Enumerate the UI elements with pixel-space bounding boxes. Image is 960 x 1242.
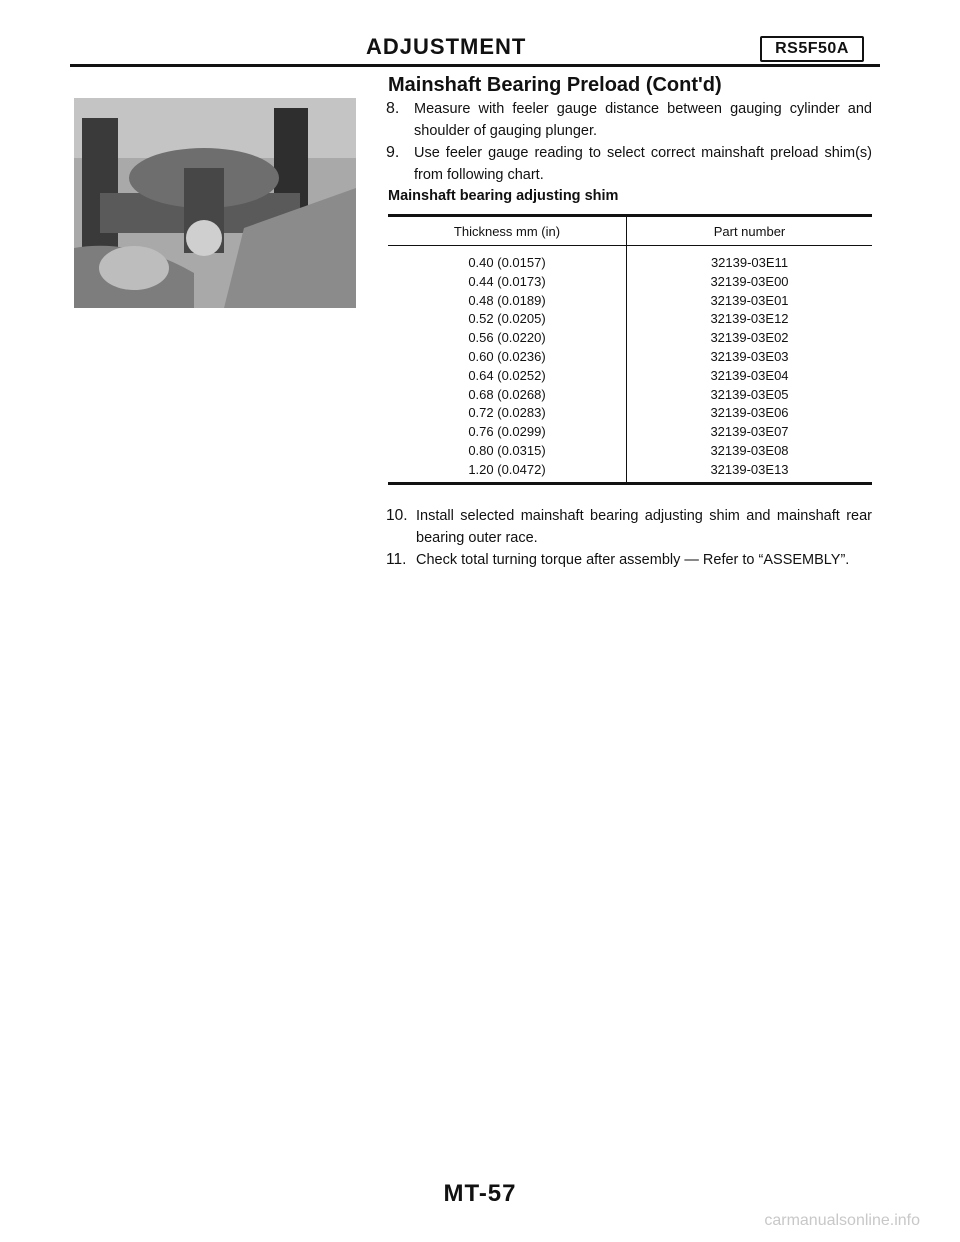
table-row	[388, 246, 872, 273]
table-row	[388, 329, 872, 348]
model-code-badge: RS5F50A	[760, 36, 864, 62]
part-number-cell: 32139-03E02	[710, 330, 789, 346]
table-caption: Mainshaft bearing adjusting shim	[388, 188, 619, 204]
gauge-photo-illustration	[74, 98, 356, 308]
part-number-cell: 32139-03E12	[710, 311, 789, 327]
table-row	[388, 461, 872, 485]
thickness-cell: 0.48 (0.0189)	[388, 292, 627, 311]
part-number-cell: 32139-03E13	[710, 461, 789, 477]
part-number-cell: 32139-03E08	[710, 442, 789, 458]
thickness-cell: 0.80 (0.0315)	[388, 442, 627, 461]
table-row	[388, 442, 872, 461]
table-bottom-rule	[388, 482, 872, 485]
table-row	[388, 273, 872, 292]
part-number-cell: 32139-03E05	[710, 386, 789, 402]
part-number-cell: 32139-03E06	[710, 405, 789, 421]
table-header-row	[388, 216, 872, 246]
thickness-cell: 0.40 (0.0157)	[388, 246, 627, 273]
thickness-cell: 0.72 (0.0283)	[388, 404, 627, 423]
thickness-cell: 0.44 (0.0173)	[388, 273, 627, 292]
part-number-column-header: Part number	[713, 223, 786, 239]
step-text: Use feeler gauge reading to select correct mainshaft preload shim(s) from following chart.	[414, 145, 872, 183]
section-title: Mainshaft Bearing Preload (Cont'd)	[388, 74, 722, 96]
list-item	[386, 142, 872, 186]
step-number: 9.	[386, 144, 400, 161]
page-number: MT-57	[443, 1180, 517, 1207]
part-number-cell: 32139-03E04	[710, 367, 789, 383]
list-item	[386, 98, 872, 142]
steps-before-table	[386, 98, 872, 186]
thickness-cell: 0.76 (0.0299)	[388, 423, 627, 442]
step-number: 8.	[386, 100, 400, 117]
thickness-cell: 1.20 (0.0472)	[388, 461, 627, 485]
part-number-cell: 32139-03E07	[710, 424, 789, 440]
thickness-column-header: Thickness mm (in)	[388, 216, 627, 246]
part-number-cell: 32139-03E00	[710, 273, 789, 289]
thickness-cell: 0.52 (0.0205)	[388, 310, 627, 329]
section-heading: ADJUSTMENT	[366, 34, 527, 59]
thickness-cell: 0.56 (0.0220)	[388, 329, 627, 348]
thickness-cell: 0.68 (0.0268)	[388, 386, 627, 405]
table-row	[388, 404, 872, 423]
gauge-photo	[74, 98, 356, 308]
part-number-cell: 32139-03E11	[710, 255, 789, 270]
table-row	[388, 423, 872, 442]
steps-after-table	[386, 505, 872, 571]
table-row	[388, 348, 872, 367]
thickness-cell: 0.64 (0.0252)	[388, 367, 627, 386]
table-row	[388, 386, 872, 405]
watermark: carmanualsonline.info	[764, 1212, 920, 1229]
table-row	[388, 292, 872, 311]
step-number: 10.	[386, 507, 408, 524]
list-item	[386, 549, 872, 571]
thickness-cell: 0.60 (0.0236)	[388, 348, 627, 367]
step-number: 11.	[386, 551, 407, 568]
step-text: Check total turning torque after assembly — Refer to “ASSEMBLY”.	[416, 552, 850, 568]
step-text: Measure with feeler gauge distance between gauging cylinder and shoulder of gauging plunger.	[414, 101, 872, 139]
table-row	[388, 367, 872, 386]
table-row	[388, 310, 872, 329]
part-number-cell: 32139-03E01	[710, 292, 789, 308]
header-rule	[70, 64, 880, 67]
step-text: Install selected mainshaft bearing adjusting shim and mainshaft rear bearing outer race.	[416, 508, 872, 546]
part-number-cell: 32139-03E03	[710, 348, 789, 364]
shim-table	[388, 214, 872, 485]
list-item	[386, 505, 872, 549]
